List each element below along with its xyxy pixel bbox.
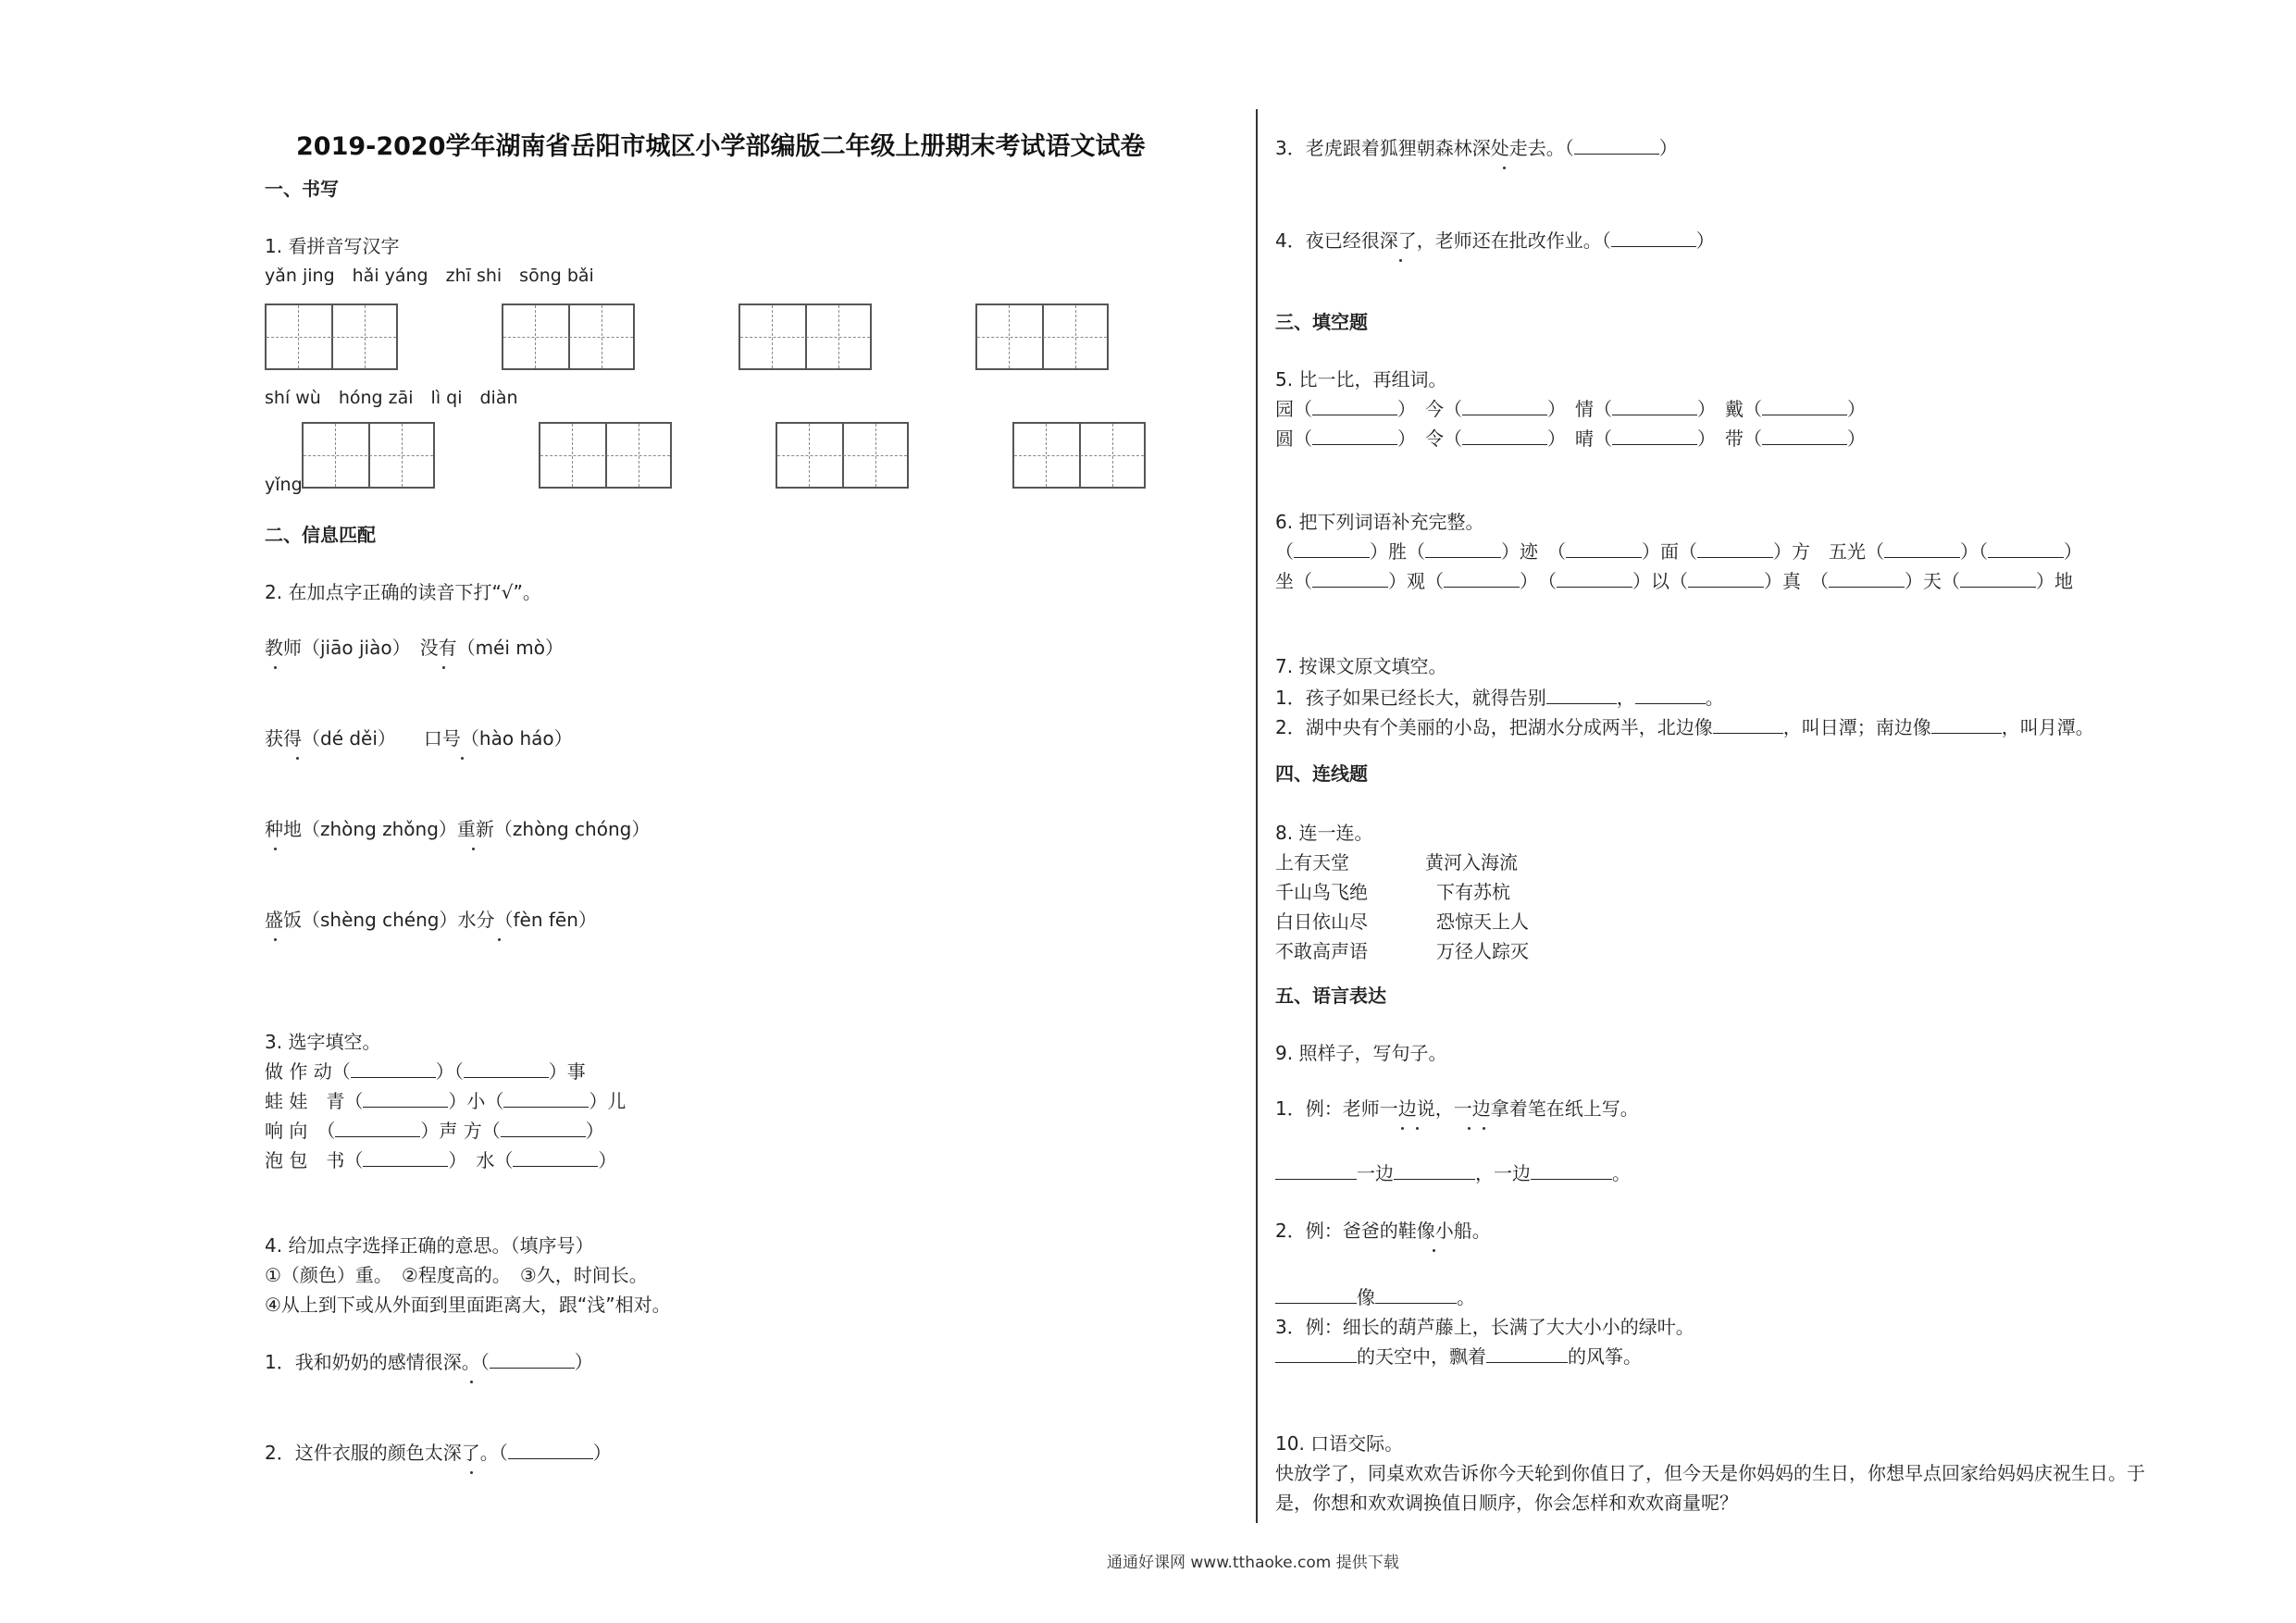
emphasis-dot [1433,1249,1435,1252]
emphasis-dot [472,848,475,850]
answer-blank[interactable] [1275,1162,1357,1180]
answer-blank[interactable] [363,1149,448,1167]
word-pair-row: 园（ ） 今（ ） 情（ ） 戴（ ） [1275,398,1866,420]
question-7-title: 7. 按课文原文填空。 [1275,655,1447,677]
fill-row: 泡 包 书（ ） 水（ ） [265,1149,617,1171]
answer-blank[interactable] [1688,570,1764,588]
answer-blank[interactable] [351,1060,436,1078]
writing-grid[interactable] [1012,422,1146,489]
pronunciation-row: 获得（dé děi） 口号（hào háo） [265,727,573,750]
answer-blank[interactable] [1394,1162,1475,1180]
sentence-item: 1．我和奶奶的感情很深。（ ） [265,1351,593,1373]
section-heading-connect: 四、连线题 [1275,762,1368,785]
answer-blank[interactable] [1931,716,2002,734]
answer-blank[interactable] [513,1149,598,1167]
answer-blank[interactable] [1486,1345,1568,1363]
emphasis-dot [296,757,299,760]
answer-blank[interactable] [503,1090,589,1108]
example-sentence: 3．例：细长的葫芦藤上，长满了大大小小的绿叶。 [1275,1316,1694,1338]
answer-blank[interactable] [335,1120,420,1137]
answer-blank[interactable] [1462,398,1547,415]
emphasis-dot [461,757,464,760]
answer-blank[interactable] [1375,1286,1457,1304]
poem-left[interactable]: 白日依山尽 [1275,911,1368,933]
dialogue-prompt: 是，你想和欢欢调换值日顺序，你会怎样和欢欢商量呢？ [1275,1492,1738,1514]
question-3-title: 3. 选字填空。 [265,1031,381,1053]
pronunciation-row: 教师（jiāo jiào） 没有（méi mò） [265,637,564,659]
answer-blank[interactable] [1713,716,1783,734]
answer-blank[interactable] [464,1060,549,1078]
answer-blank[interactable] [1960,570,2036,588]
poem-right[interactable]: 恐惊天上人 [1436,911,1529,933]
word-pair-row: 圆（ ） 令（ ） 晴（ ） 带（ ） [1275,427,1866,450]
section-heading-fill: 三、填空题 [1275,311,1368,333]
writing-grid[interactable] [502,304,635,370]
writing-grid[interactable] [975,304,1109,370]
answer-blank[interactable] [1546,687,1617,704]
fill-row: 蛙 娃 青（ ）小（ ）儿 [265,1090,627,1112]
idiom-row: （ ）胜（ ）迹 （ ）面（ ）方 五光（ ）（ ） [1275,540,2082,563]
answer-blank[interactable] [1762,427,1847,445]
section-heading-writing: 一、书写 [265,178,339,200]
question-10-title: 10. 口语交际。 [1275,1432,1404,1455]
question-1-title: 1. 看拼音写汉字 [265,235,400,257]
emphasis-dot [1483,1127,1485,1130]
answer-blank[interactable] [1884,540,1960,558]
answer-blank[interactable] [1531,1162,1612,1180]
answer-blank[interactable] [1574,137,1659,155]
emphasis-dot [1503,167,1506,169]
example-sentence: 2．例：爸爸的鞋像小船。 [1275,1220,1491,1242]
answer-blank[interactable] [1612,398,1697,415]
answer-blank[interactable] [1829,570,1905,588]
answer-blank[interactable] [1312,427,1397,445]
recite-line: 1．孩子如果已经长大，就得告别 ， 。 [1275,687,1724,709]
answer-blank[interactable] [1312,570,1388,588]
poem-right[interactable]: 黄河入海流 [1425,851,1518,873]
sentence-item: 3．老虎跟着狐狸朝森林深处走去。（ ） [1275,137,1678,159]
example-sentence: 1．例：老师一边说，一边拿着笔在纸上写。 [1275,1097,1639,1120]
emphasis-dot [1399,259,1402,262]
answer-blank[interactable] [1612,427,1697,445]
answer-line: 一边 ，一边 。 [1275,1162,1631,1184]
emphasis-dot [1468,1127,1471,1130]
answer-line: 的天空中，飘着 的风筝。 [1275,1345,1642,1368]
answer-blank[interactable] [1275,1345,1357,1363]
answer-blank[interactable] [1762,398,1847,415]
poem-right[interactable]: 下有苏杭 [1436,881,1510,903]
writing-grid[interactable] [302,422,435,489]
recite-line: 2．湖中央有个美丽的小岛，把湖水分成两半，北边像 ，叫日潭；南边像 ，叫月潭。 [1275,716,2094,738]
fill-row: 做 作 动（ ）（ ）事 [265,1060,586,1083]
answer-blank[interactable] [1462,427,1547,445]
emphasis-dot [1416,1127,1419,1130]
emphasis-dot [470,1381,473,1383]
answer-line: 像 。 [1275,1286,1475,1308]
answer-blank[interactable] [1312,398,1397,415]
column-divider [1256,109,1258,1523]
pinyin-row-1: yǎn jing hǎi yáng zhī shi sōng bǎi [265,266,594,286]
answer-blank[interactable] [1697,540,1773,558]
page-footer: 通通好课网 www.tthaoke.com 提供下载 [1107,1554,1399,1572]
answer-blank[interactable] [1566,540,1642,558]
page-title: 2019-2020学年湖南省岳阳市城区小学部编版二年级上册期末考试语文试卷 [296,132,1146,161]
question-8-title: 8. 连一连。 [1275,822,1373,844]
pronunciation-row: 盛饭（shèng chéng）水分（fèn fēn） [265,909,597,931]
question-4-title: 4. 给加点字选择正确的意思。（填序号） [265,1234,594,1257]
poem-left[interactable]: 上有天堂 [1275,851,1349,873]
answer-blank[interactable] [1611,229,1696,247]
answer-blank[interactable] [501,1120,586,1137]
answer-blank[interactable] [508,1442,593,1459]
answer-blank[interactable] [363,1090,448,1108]
poem-left[interactable]: 千山鸟飞绝 [1275,881,1368,903]
writing-grid[interactable] [265,304,398,370]
emphasis-dot [274,666,277,669]
idiom-row: 坐（ ）观（ ） （ ）以（ ）真 （ ）天（ ）地 [1275,570,2073,592]
emphasis-dot [274,938,277,941]
writing-grid[interactable] [776,422,909,489]
emphasis-dot [470,1471,473,1474]
answer-blank[interactable] [1557,570,1632,588]
question-9-title: 9. 照样子，写句子。 [1275,1042,1447,1064]
emphasis-dot [442,666,445,669]
sentence-item: 4．夜已经很深了，老师还在批改作业。（ ） [1275,229,1715,252]
emphasis-dot [274,848,277,850]
meaning-options: ①（颜色）重。 ②程度高的。 ③久，时间长。 [265,1264,648,1286]
question-2-title: 2. 在加点字正确的读音下打“√”。 [265,581,541,603]
answer-blank[interactable] [490,1351,575,1369]
answer-blank[interactable] [1425,540,1501,558]
emphasis-dot [1401,1127,1404,1130]
pronunciation-row: 种地（zhòng zhǒng）重新（zhòng chóng） [265,818,651,840]
answer-blank[interactable] [1275,1286,1357,1304]
sentence-item: 2．这件衣服的颜色太深了。（ ） [265,1442,612,1464]
writing-grid[interactable] [738,304,872,370]
writing-grid[interactable] [539,422,672,489]
section-heading-expression: 五、语言表达 [1275,985,1386,1007]
poem-right[interactable]: 万径人踪灭 [1436,940,1529,962]
question-5-title: 5. 比一比，再组词。 [1275,368,1447,390]
section-heading-matching: 二、信息匹配 [265,524,376,546]
emphasis-dot [498,938,501,941]
meaning-options: ④从上到下或从外面到里面距离大，跟“浅”相对。 [265,1294,671,1316]
pinyin-row-2: shí wù hóng zāi lì qi diàn [265,388,518,408]
answer-blank[interactable] [1294,540,1370,558]
fill-row: 响 向 （ ）声 方（ ） [265,1120,604,1142]
answer-blank[interactable] [1635,687,1706,704]
dialogue-prompt: 快放学了，同桌欢欢告诉你今天轮到你值日了，但今天是你妈妈的生日，你想早点回家给妈妈庆祝生日。于 [1275,1462,2145,1484]
question-6-title: 6. 把下列词语补充完整。 [1275,511,1484,533]
poem-left[interactable]: 不敢高声语 [1275,940,1368,962]
answer-blank[interactable] [1444,570,1520,588]
pinyin-row-2-wrap: yǐng [265,475,303,495]
answer-blank[interactable] [1988,540,2064,558]
